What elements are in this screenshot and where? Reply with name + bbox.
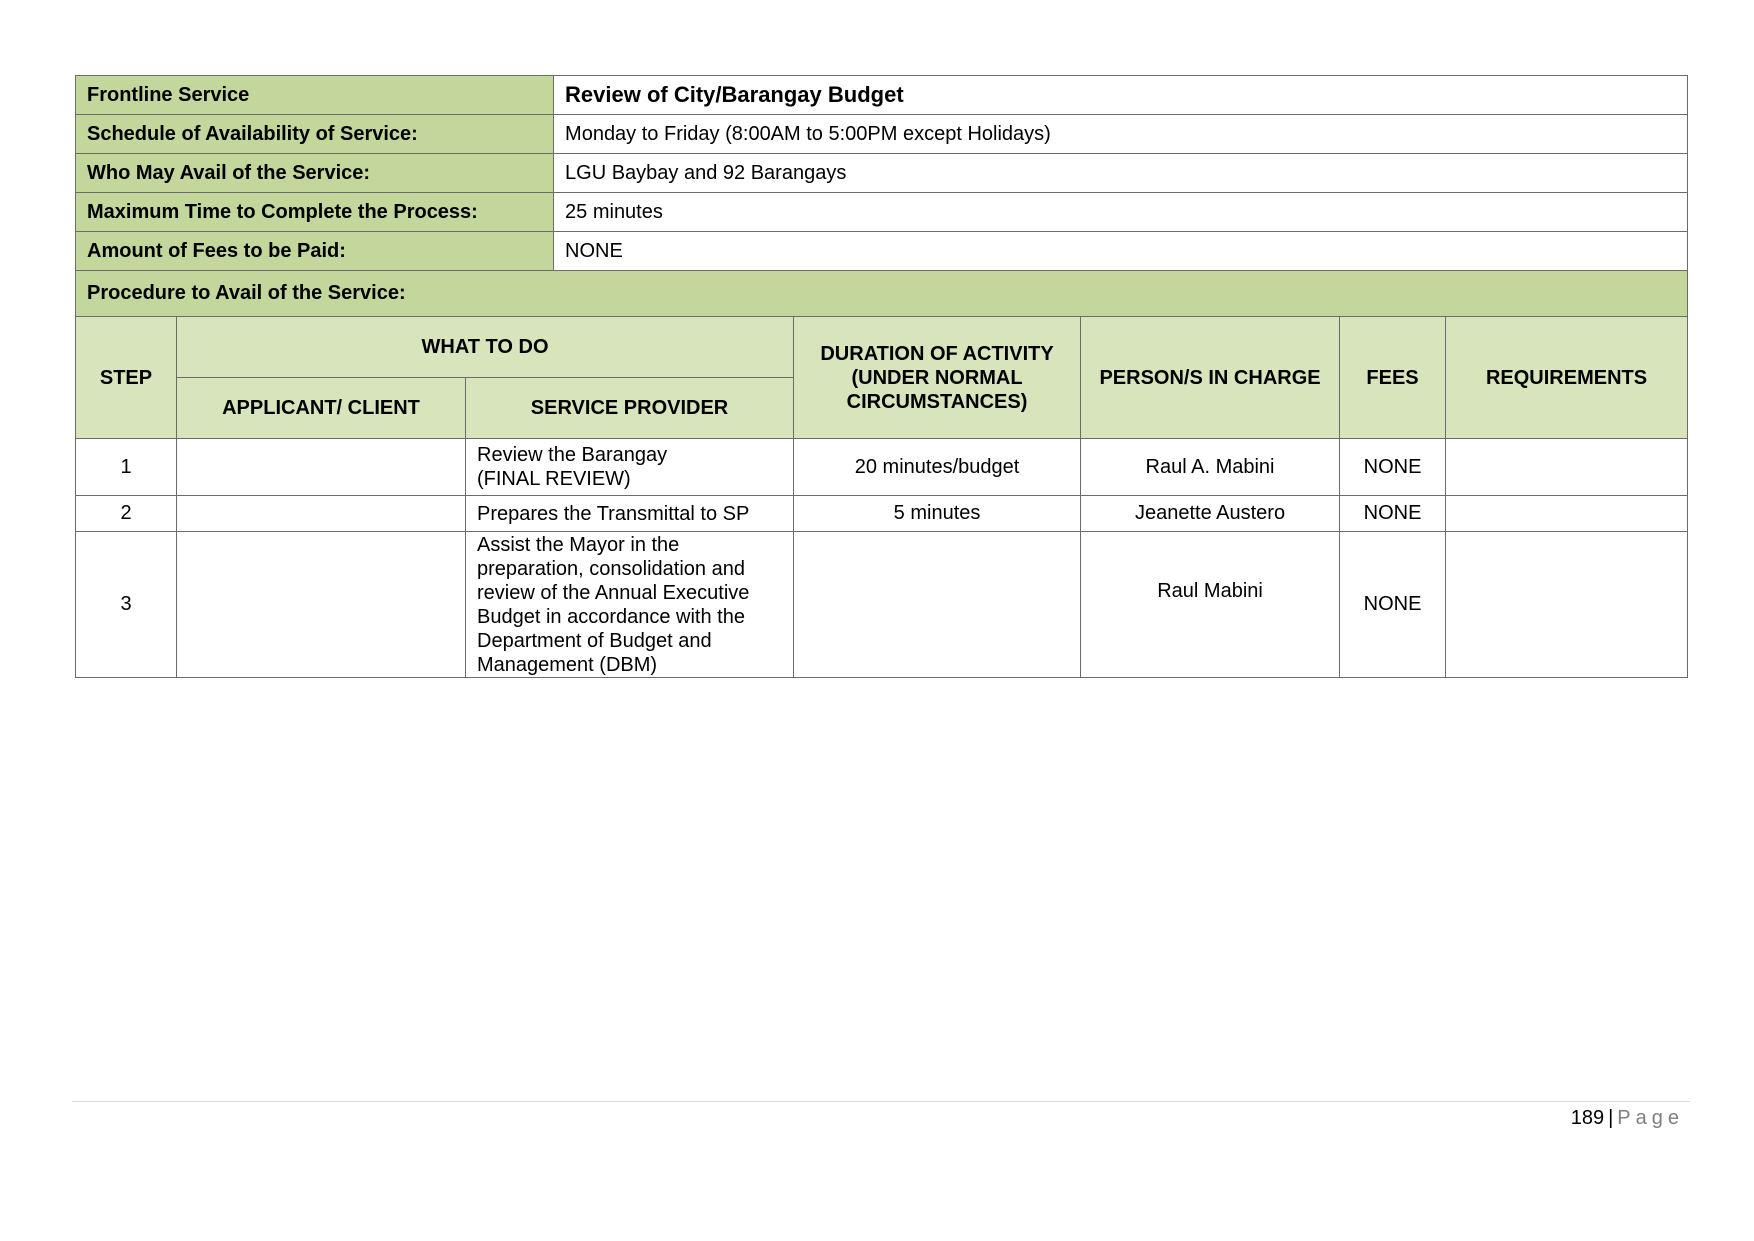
footer-divider xyxy=(72,1101,1690,1102)
provider-cell: Prepares the Transmittal to SP xyxy=(466,496,794,532)
page-word: Page xyxy=(1617,1107,1684,1129)
max-time-row xyxy=(76,193,1688,232)
fees-value: NONE xyxy=(554,232,1688,271)
fees-row xyxy=(76,232,1688,271)
who-may-avail-value: LGU Baybay and 92 Barangays xyxy=(554,154,1688,193)
schedule-value: Monday to Friday (8:00AM to 5:00PM except Holidays) xyxy=(554,115,1688,154)
service-provider-header: SERVICE PROVIDER xyxy=(466,378,794,439)
table-row xyxy=(76,496,1688,532)
provider-cell: Assist the Mayor in the preparation, consolidation and review of the Annual Executive Budget in accordance with the Department of Budget and Management (DBM) xyxy=(466,532,794,678)
page-separator: | xyxy=(1608,1107,1614,1129)
frontline-service-row xyxy=(76,76,1688,115)
applicant-cell xyxy=(177,496,466,532)
provider-cell: Review the Barangay (FINAL REVIEW) xyxy=(466,439,794,496)
step-cell: 3 xyxy=(76,532,177,678)
table-row xyxy=(76,439,1688,496)
who-may-avail-label: Who May Avail of the Service: xyxy=(76,154,554,193)
person-cell: Jeanette Austero xyxy=(1081,496,1340,532)
what-to-do-header: WHAT TO DO xyxy=(177,317,794,378)
fees-cell: NONE xyxy=(1340,439,1446,496)
frontline-service-label: Frontline Service xyxy=(76,76,554,115)
requirements-header: REQUIREMENTS xyxy=(1446,317,1688,439)
page-number: 189 xyxy=(1570,1107,1605,1129)
schedule-label: Schedule of Availability of Service: xyxy=(76,115,554,154)
duration-cell xyxy=(794,532,1081,678)
fees-cell: NONE xyxy=(1340,496,1446,532)
applicant-cell xyxy=(177,532,466,678)
duration-cell: 5 minutes xyxy=(794,496,1081,532)
table-row xyxy=(76,532,1688,678)
step-cell: 2 xyxy=(76,496,177,532)
step-cell: 1 xyxy=(76,439,177,496)
procedure-row xyxy=(76,271,1688,317)
fees-header: FEES xyxy=(1340,317,1446,439)
page-footer xyxy=(1571,1104,1684,1132)
service-table xyxy=(75,75,1688,678)
person-cell: Raul A. Mabini xyxy=(1081,439,1340,496)
column-header-row xyxy=(76,317,1688,378)
fees-label: Amount of Fees to be Paid: xyxy=(76,232,554,271)
requirements-cell xyxy=(1446,496,1688,532)
max-time-value: 25 minutes xyxy=(554,193,1688,232)
person-cell: Raul Mabini xyxy=(1081,532,1340,678)
schedule-row xyxy=(76,115,1688,154)
applicant-cell xyxy=(177,439,466,496)
requirements-cell xyxy=(1446,439,1688,496)
applicant-client-header: APPLICANT/ CLIENT xyxy=(177,378,466,439)
fees-cell: NONE xyxy=(1340,532,1446,678)
max-time-label: Maximum Time to Complete the Process: xyxy=(76,193,554,232)
duration-header: DURATION OF ACTIVITY (UNDER NORMAL CIRCUMSTANCES) xyxy=(794,317,1081,439)
procedure-label: Procedure to Avail of the Service: xyxy=(76,271,1688,317)
frontline-service-value: Review of City/Barangay Budget xyxy=(554,76,1688,115)
who-may-avail-row xyxy=(76,154,1688,193)
requirements-cell xyxy=(1446,532,1688,678)
duration-cell: 20 minutes/budget xyxy=(794,439,1081,496)
step-header: STEP xyxy=(76,317,177,439)
person-in-charge-header: PERSON/S IN CHARGE xyxy=(1081,317,1340,439)
